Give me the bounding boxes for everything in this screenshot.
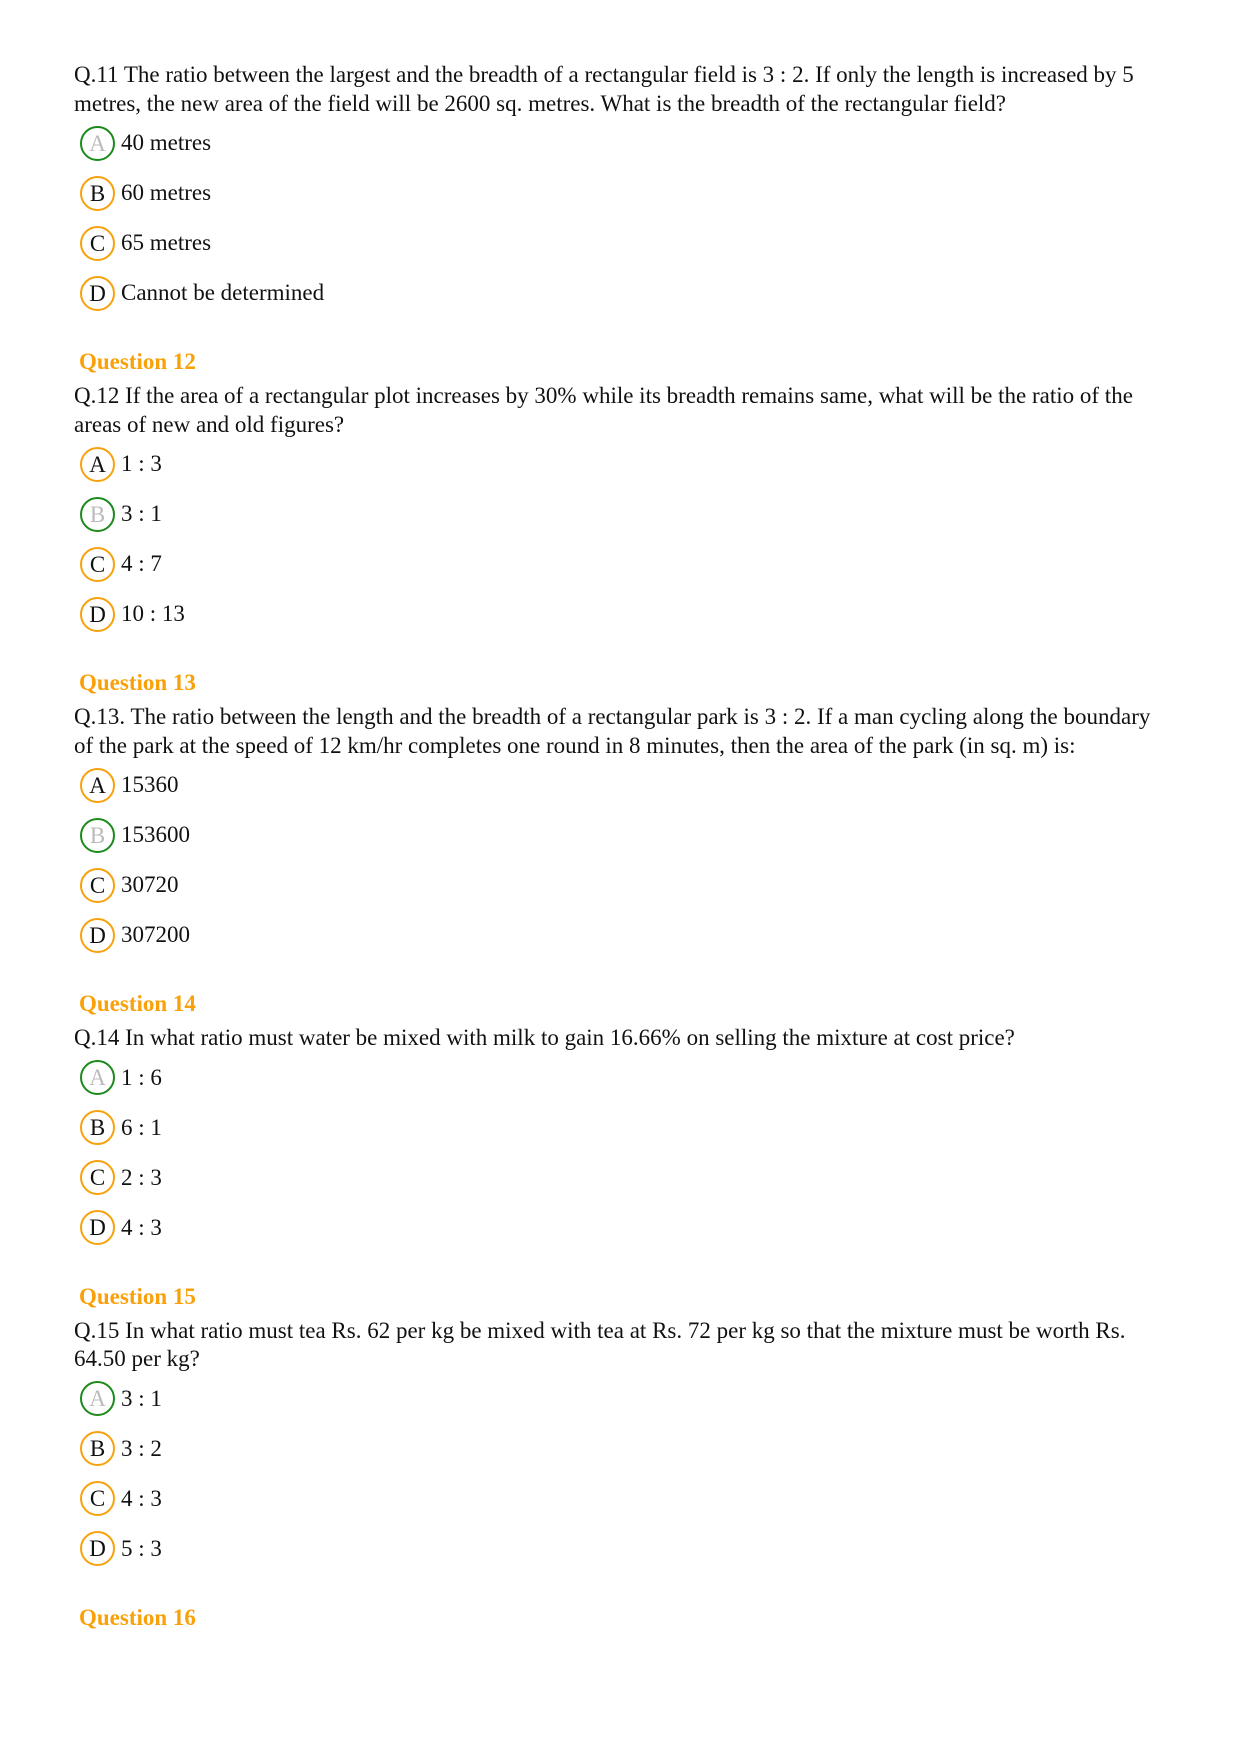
option-letter-circle[interactable]: C: [80, 868, 115, 903]
answer-option[interactable]: [74, 489, 1174, 539]
answer-option[interactable]: [74, 168, 1174, 218]
question-block: [74, 348, 1174, 639]
answer-option[interactable]: [74, 218, 1174, 268]
question-text: Q.11 The ratio between the largest and the breadth of a rectangular field is 3 : 2. If only the length is increased by 5 metres, the new area of the field will be 2600 sq. metres. What is the breadth of the rectangular field?: [74, 62, 1134, 116]
option-text: 153600: [121, 822, 190, 847]
option-letter-circle[interactable]: B: [80, 818, 115, 853]
option-letter-circle[interactable]: C: [80, 1481, 115, 1516]
option-text: 15360: [121, 772, 179, 797]
option-letter-circle[interactable]: B: [80, 1431, 115, 1466]
option-text: 10 : 13: [121, 601, 185, 626]
answer-option[interactable]: [74, 1524, 1174, 1574]
answer-option[interactable]: [74, 1374, 1174, 1424]
question-block: [74, 669, 1174, 960]
question-block: [74, 1283, 1174, 1574]
answer-option[interactable]: [74, 1103, 1174, 1153]
option-text: 65 metres: [121, 230, 212, 255]
question-block: [74, 990, 1174, 1253]
question-heading: Question 16: [79, 1604, 196, 1630]
option-text: 3 : 1: [121, 501, 162, 526]
option-text: 4 : 3: [121, 1214, 162, 1240]
option-letter-circle[interactable]: A: [80, 1381, 115, 1416]
answer-option[interactable]: [74, 910, 1174, 960]
option-text: 40 metres: [121, 130, 212, 155]
question-heading: Question 12: [79, 349, 196, 374]
answer-option[interactable]: [74, 439, 1174, 489]
question-block: [74, 1604, 1174, 1632]
question-text: Q.12 If the area of a rectangular plot increases by 30% while its breadth remains same, what will be the ratio of the areas of new and old figures?: [74, 383, 1133, 437]
option-letter-circle[interactable]: D: [80, 597, 115, 632]
question-text: Q.14 In what ratio must water be mixed with milk to gain 16.66% on selling the mixture at cost price?: [74, 1025, 1015, 1050]
option-letter-circle[interactable]: D: [80, 918, 115, 953]
option-text: 6 : 1: [121, 1114, 162, 1140]
answer-option[interactable]: [74, 860, 1174, 910]
option-text: 3 : 2: [121, 1435, 162, 1461]
option-text: 307200: [121, 922, 190, 947]
option-letter-circle[interactable]: A: [80, 768, 115, 803]
option-text: 5 : 3: [121, 1535, 162, 1561]
question-heading: Question 14: [79, 991, 196, 1016]
answer-option[interactable]: [74, 1424, 1174, 1474]
option-text: 1 : 3: [121, 451, 162, 476]
answer-option[interactable]: [74, 1053, 1174, 1103]
question-text: Q.13. The ratio between the length and the breadth of a rectangular park is 3 : 2. If a man cycling along the boundary of the park at the speed of 12 km/hr completes one round in 8 minutes, then the area of the park (in sq. m) is:: [74, 704, 1151, 758]
option-text: 4 : 7: [121, 551, 162, 576]
answer-option[interactable]: [74, 1153, 1174, 1203]
option-letter-circle[interactable]: A: [80, 447, 115, 482]
question-block: [74, 61, 1174, 318]
answer-option[interactable]: [74, 1474, 1174, 1524]
option-text: 1 : 6: [121, 1064, 162, 1090]
option-text: 3 : 1: [121, 1385, 162, 1411]
option-letter-circle[interactable]: C: [80, 547, 115, 582]
option-letter-circle[interactable]: D: [80, 1531, 115, 1566]
option-letter-circle[interactable]: A: [80, 1060, 115, 1095]
option-text: 60 metres: [121, 180, 212, 205]
option-text: 2 : 3: [121, 1164, 162, 1190]
question-heading: Question 13: [79, 670, 196, 695]
question-text: Q.15 In what ratio must tea Rs. 62 per kg be mixed with tea at Rs. 72 per kg so that the mixture must be worth Rs. 64.50 per kg?: [74, 1317, 1126, 1371]
option-letter-circle[interactable]: B: [80, 1110, 115, 1145]
option-letter-circle[interactable]: D: [80, 276, 115, 311]
answer-option[interactable]: [74, 268, 1174, 318]
answer-option[interactable]: [74, 760, 1174, 810]
quiz-document: [74, 61, 1174, 1632]
option-letter-circle[interactable]: C: [80, 226, 115, 261]
answer-option[interactable]: [74, 810, 1174, 860]
answer-option[interactable]: [74, 539, 1174, 589]
option-letter-circle[interactable]: D: [80, 1210, 115, 1245]
question-heading: Question 15: [79, 1283, 196, 1309]
answer-option[interactable]: [74, 589, 1174, 639]
option-letter-circle[interactable]: A: [80, 126, 115, 161]
answer-option[interactable]: [74, 118, 1174, 168]
answer-option[interactable]: [74, 1203, 1174, 1253]
option-text: 4 : 3: [121, 1485, 162, 1511]
option-letter-circle[interactable]: B: [80, 497, 115, 532]
option-text: Cannot be determined: [121, 280, 325, 305]
option-letter-circle[interactable]: C: [80, 1160, 115, 1195]
option-letter-circle[interactable]: B: [80, 176, 115, 211]
option-text: 30720: [121, 872, 179, 897]
